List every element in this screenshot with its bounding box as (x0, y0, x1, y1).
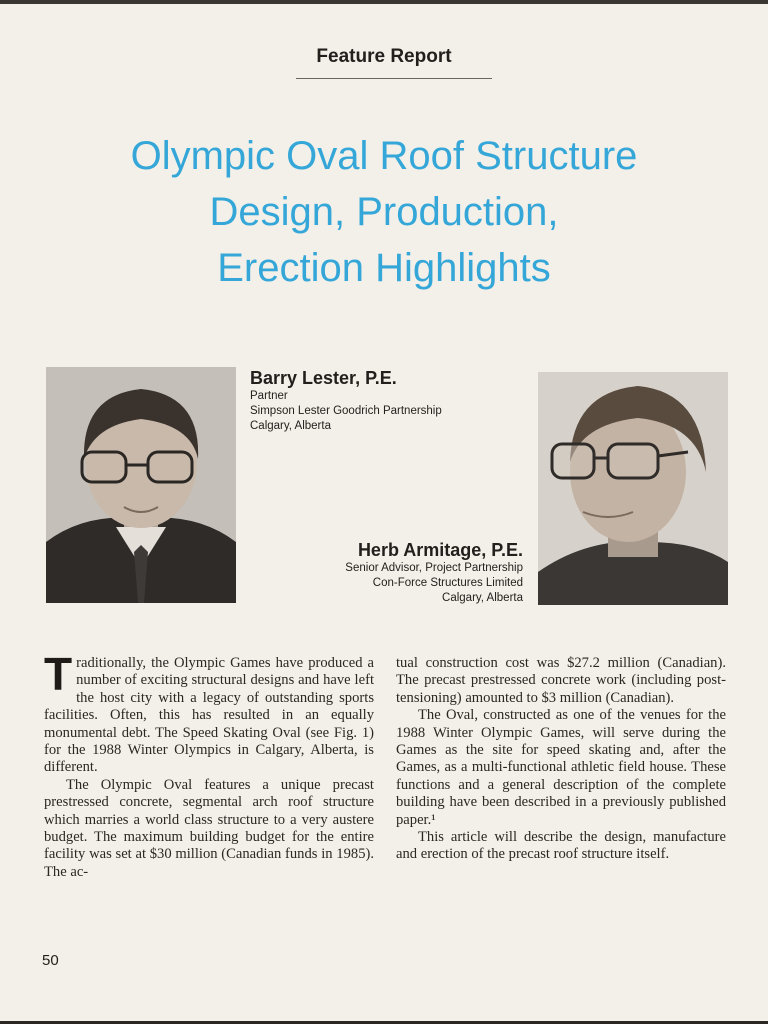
author-photo-barry-lester (46, 367, 236, 603)
author-name: Herb Armitage, P.E. (357, 540, 523, 560)
author-company: Con-Force Structures Limited (372, 577, 523, 589)
author-role: Partner (250, 390, 288, 402)
author-location: Calgary, Alberta (250, 420, 331, 432)
paragraph-text: raditionally, the Olympic Games have produced a number of exciting structural designs and have left the host city with a legacy of outstanding sports facilities. Often, this has resulted in an equally monumental debt. The Speed Skating Oval (see Fig. 1) for the 1988 Winter Olympics in Calgary, Alberta, is different. (44, 655, 374, 776)
author-photo-herb-armitage (538, 372, 728, 605)
body-column-1 (44, 648, 374, 881)
section-rule (296, 78, 492, 79)
author-role: Senior Advisor, Project Partnership (345, 562, 523, 574)
body-paragraph-2: The Olympic Oval features a unique precast prestressed concrete, segmental arch roof structure which marries a world class structure to a very austere budget. The maximum building budget for the entire facility was set at $30 million (Canadian funds in 1985). The ac- (44, 776, 374, 880)
article-title (20, 128, 748, 296)
body-paragraph-continued: tual construction cost was $27.2 million (Canadian). The precast prestressed concrete work (including post-tensioning) amounted to $3 million (Canadian). (396, 655, 726, 706)
body-paragraph-3: The Oval, constructed as one of the venues for the 1988 Winter Olympic Games, will serve during the Games as the site for speed skating and, after the Games, as a multi-functional athletic field house. These functions and a general description of the complete building have been described in a previously published paper.¹ (396, 707, 726, 828)
body-paragraph-4: This article will describe the design, manufacture and erection of the precast roof structure itself. (396, 829, 726, 863)
body-paragraph-1 (44, 648, 374, 777)
drop-cap: T (44, 648, 73, 700)
section-label: Feature Report (316, 46, 452, 67)
top-edge (0, 0, 768, 4)
title-line-3: Erection Highlights (217, 246, 551, 290)
author-company: Simpson Lester Goodrich Partnership (250, 405, 442, 417)
title-line-2: Design, Production, (209, 190, 559, 234)
author-herb-armitage (345, 539, 523, 606)
title-line-1: Olympic Oval Roof Structure (130, 134, 638, 178)
author-location: Calgary, Alberta (442, 592, 523, 604)
body-column-2 (396, 655, 726, 864)
page-number: 50 (42, 952, 59, 969)
author-barry-lester (250, 367, 442, 434)
author-name: Barry Lester, P.E. (250, 368, 397, 388)
